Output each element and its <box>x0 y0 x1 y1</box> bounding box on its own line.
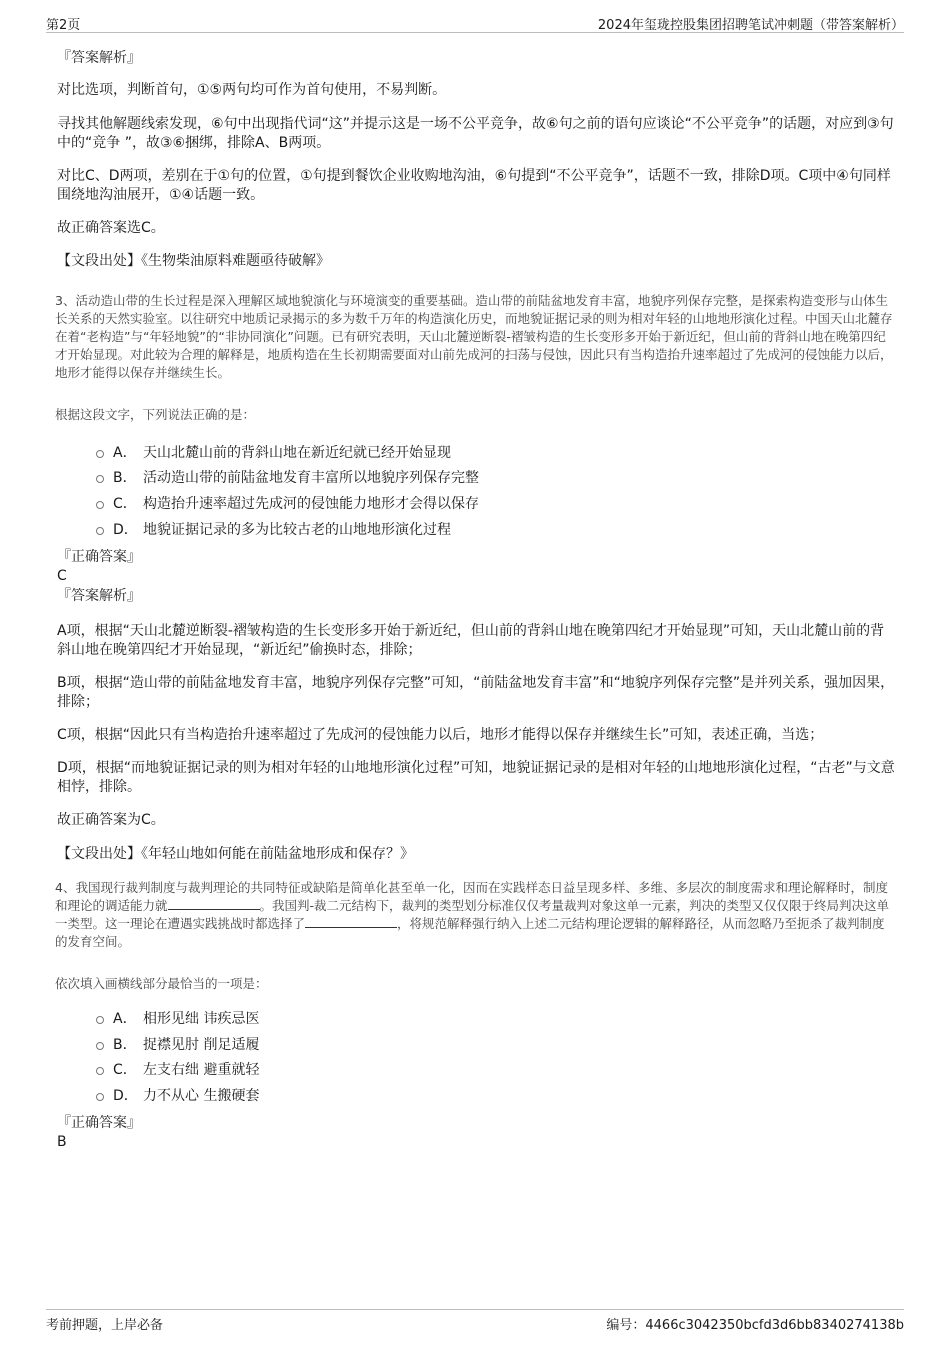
q3-analysis-a: A项，根据“天山北麓逆断裂-褶皱构造的生长变形多开始于新近纪，但山前的背斜山地在晚第四纪才开始显现”可知，天山北麓山前的背斜山地在晚第四纪才开始显现，“新近纪”偷换时态，排除； <box>57 623 885 658</box>
q4-correct-label: 『正确答案』 <box>57 1115 141 1131</box>
q3-correct-answer: C <box>57 568 67 584</box>
q3-option-a[interactable]: A． 天山北麓山前的背斜山地在新近纪就已经开始显现 <box>96 442 451 462</box>
q4-option-b[interactable]: B． 捉襟见肘 削足适履 <box>96 1034 259 1054</box>
radio-icon[interactable] <box>96 475 104 483</box>
fill-blank-1 <box>168 897 260 910</box>
q3-analysis-c: C项，根据“因此只有当构造抬升速率超过了先成河的侵蚀能力以后，地形才能得以保存并继续生长”可知，表述正确，当选； <box>57 727 824 743</box>
radio-icon[interactable] <box>96 501 104 509</box>
radio-icon[interactable] <box>96 1042 104 1050</box>
q3-option-b[interactable]: B． 活动造山带的前陆盆地发育丰富所以地貌序列保存完整 <box>96 467 479 487</box>
page-footer <box>46 1309 904 1334</box>
q2-analysis-para-3: 对比C、D两项，差别在于①句的位置，①句提到餐饮企业收购地沟油，⑥句提到“不公平竞争”，话题不一致，排除D项。C项中④句同样围绕地沟油展开，①④话题一致。 <box>57 168 891 203</box>
q3-analysis-d: D项，根据“而地貌证据记录的则为相对年轻的山地地形演化过程”可知，地貌证据记录的是相对年轻的山地地形演化过程，“古老”与文意相悖，排除。 <box>57 760 895 795</box>
q3-conclusion: 故正确答案为C。 <box>57 812 165 828</box>
footer-slogan: 考前押题，上岸必备 <box>46 1318 164 1333</box>
q3-analysis-label: 『答案解析』 <box>57 588 141 604</box>
q3-stem: 3、活动造山带的生长过程是深入理解区域地貌演化与环境演变的重要基础。造山带的前陆盆地发育丰富，地貌序列保存完整，是探索构造变形与山体生长关系的天然实验室。以往研究中地质记录揭示的多为数千万年的构造演化历史，而地貌证据记录的则为相对年轻的山地地形演化过程。中国天山北麓存在着“老构造”与“年轻地貌”的“非协同演化”问题。已有研究表明，天山北麓逆断裂-褶皱构造的生长变形多开始于新近纪，但山前的背斜山地在晚第四纪才开始显现。对此较为合理的解释是，地质构造在生长初期需要面对山前先成河的扫荡与侵蚀，因此只有当构造抬升速率超过了先成河的侵蚀能力以后，地形才能得以保存并继续生长。 <box>55 293 893 380</box>
radio-icon[interactable] <box>96 527 104 535</box>
page-header <box>46 12 904 33</box>
q2-analysis-label: 『答案解析』 <box>57 50 141 66</box>
q3-source: 【文段出处】《年轻山地如何能在前陆盆地形成和保存？》 <box>57 846 414 862</box>
radio-icon[interactable] <box>96 1016 104 1024</box>
page-number: 第2页 <box>46 18 81 33</box>
q2-analysis-para-1: 对比选项，判断首句，①⑤两句均可作为首句使用，不易判断。 <box>57 82 447 98</box>
fill-blank-2 <box>305 915 397 928</box>
q3-correct-label: 『正确答案』 <box>57 549 141 565</box>
document-title: 2024年玺珑控股集团招聘笔试冲刺题（带答案解析） <box>597 18 904 33</box>
q4-option-a[interactable]: A． 相形见绌 讳疾忌医 <box>96 1008 259 1028</box>
q3-option-d[interactable]: D． 地貌证据记录的多为比较古老的山地地形演化过程 <box>96 519 451 539</box>
q4-prompt: 依次填入画横线部分最恰当的一项是： <box>55 976 268 991</box>
q3-analysis-b: B项，根据“造山带的前陆盆地发育丰富，地貌序列保存完整”可知，“前陆盆地发育丰富”和“地貌序列保存完整”是并列关系，强加因果，排除； <box>57 675 895 710</box>
q2-conclusion: 故正确答案选C。 <box>57 220 165 236</box>
radio-icon[interactable] <box>96 1093 104 1101</box>
q4-correct-answer: B <box>57 1134 67 1150</box>
q3-option-c[interactable]: C． 构造抬升速率超过先成河的侵蚀能力地形才会得以保存 <box>96 493 479 513</box>
radio-icon[interactable] <box>96 1067 104 1075</box>
q2-analysis-para-2: 寻找其他解题线索发现，⑥句中出现指代词“这”并提示这是一场不公平竞争，故⑥句之前的语句应谈论“不公平竞争”的话题，对应到③句中的“竞争 ”，故③⑥捆绑，排除A、B两项。 <box>57 116 894 151</box>
q4-option-c[interactable]: C． 左支右绌 避重就轻 <box>96 1059 259 1079</box>
q3-prompt: 根据这段文字，下列说法正确的是： <box>55 407 256 422</box>
document-id: 编号：4466c3042350bcfd3d6bb8340274138b <box>606 1318 904 1333</box>
radio-icon[interactable] <box>96 450 104 458</box>
q4-option-d[interactable]: D． 力不从心 生搬硬套 <box>96 1085 259 1105</box>
q4-stem: 4、我国现行裁判制度与裁判理论的共同特征或缺陷是简单化甚至单一化，因而在实践样态日益呈现多样、多维、多层次的制度需求和理论解释时，制度和理论的调适能力就 。我国判-裁二元结构下，裁判的类型划分标准仅仅考量裁判对象这单一元素，判决的类型又仅仅限于终局判决这单一类型。这一理论在遭遇实践挑战时都选择了 ，将规范解释强行纳入上述二元结构理论逻辑的解释路径，从而忽略乃至扼杀了裁判制度的发育空间。 <box>55 880 890 949</box>
q2-source: 【文段出处】《生物柴油原料难题亟待破解》 <box>57 253 330 269</box>
